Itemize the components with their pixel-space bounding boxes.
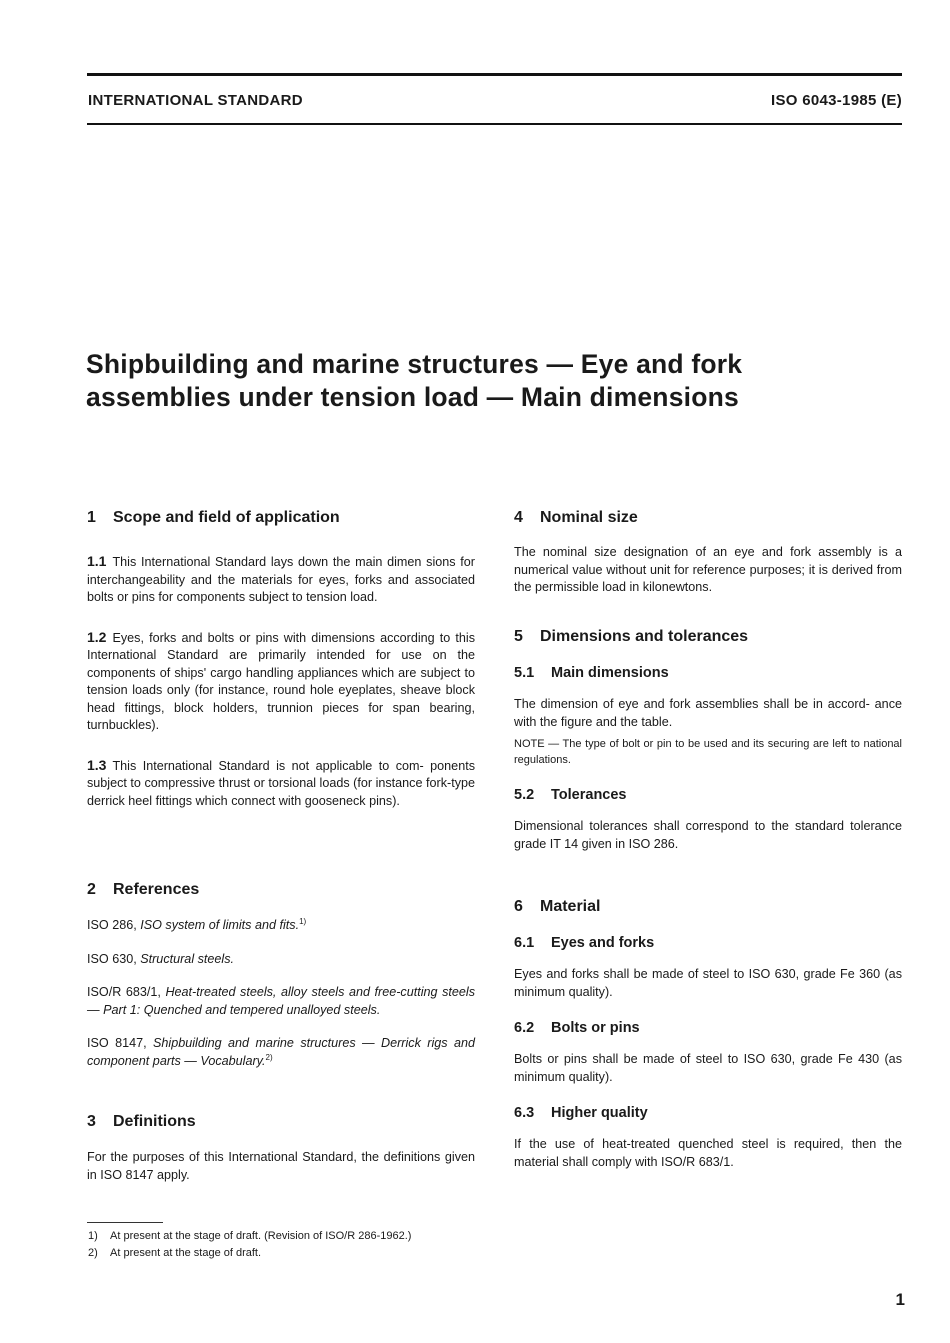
higher-quality-text: If the use of heat-treated quenched steel is required, then the material shall comply with ISO/R 683/1. [514, 1137, 902, 1169]
subsection-heading: 6.3 Higher quality [514, 1105, 648, 1121]
section-definitions [87, 1112, 475, 1184]
tolerances-text: Dimensional tolerances shall correspond to the standard tolerance grade IT 14 given in ISO 286. [514, 819, 902, 851]
reference-iso-630: ISO 630, Structural steels. [87, 951, 235, 966]
main-dimensions-text: The dimension of eye and fork assemblies shall be in accord- ance with the figure and the table. [514, 697, 902, 729]
reference-iso-8147: ISO 8147, Shipbuilding and marine structures — Derrick rigs and component parts — Vocabulary.$^{2)}$ [87, 1036, 475, 1068]
nominal-size-text: The nominal size designation of an eye and fork assembly is a numerical value without unit for reference purposes; it is derived from the permissible load in kilonewtons. [514, 545, 902, 594]
bolts-pins-text: Bolts or pins shall be made of steel to ISO 630, grade Fe 430 (as minimum quality). [514, 1052, 902, 1084]
page-number: 1 [895, 1290, 905, 1309]
section-heading: 6 Material [514, 898, 601, 915]
subsection-heading: 5.1 Main dimensions [514, 665, 669, 681]
section-references [87, 880, 475, 1070]
subsection-heading: 6.1 Eyes and forks [514, 935, 655, 951]
header-document-number: ISO 6043-1985 (E) [770, 92, 902, 109]
title-line-1: Shipbuilding and marine structures — Eye and fork [86, 349, 743, 379]
footnote-rule [87, 1222, 163, 1223]
section-nominal-size [514, 508, 902, 597]
section-heading: 5 Dimensions and tolerances [514, 628, 749, 645]
clause-1-1: 1.1 This International Standard lays down the main dimen sions for interchangeability and the materials for eyes, forks and associated bolts or pins for components subject to tension load. [87, 553, 475, 604]
clause-1-3: 1.3 This International Standard is not applicable to com- ponents subject to compressive thrust or torsional loads (for instance fork-type derrick heel fittings which connect with gooseneck pins). [87, 756, 475, 808]
footnote-2: 2) At present at the stage of draft. [88, 1247, 262, 1259]
section-heading: 2 References [87, 881, 200, 898]
section-scope [87, 508, 475, 810]
section-dimensions-tolerances [514, 627, 902, 853]
subsection-heading: 6.2 Bolts or pins [514, 1020, 640, 1036]
reference-iso-r-683-1: ISO/R 683/1, Heat-treated steels, alloy steels and free-cutting steels — Part 1: Quenched and tempered unalloyed steels. [87, 985, 475, 1017]
header-top-rule [87, 73, 902, 76]
title-line-2: assemblies under tension load — Main dimensions [86, 382, 739, 412]
definitions-text: For the purposes of this International Standard, the definitions given in ISO 8147 apply. [87, 1150, 475, 1182]
header-bottom-rule [87, 123, 902, 125]
section-material [514, 897, 902, 1171]
document-title [86, 348, 846, 414]
section-heading: 3 Definitions [87, 1113, 196, 1130]
eyes-forks-text: Eyes and forks shall be made of steel to ISO 630, grade Fe 360 (as minimum quality). [514, 967, 902, 999]
header-standard-label: INTERNATIONAL STANDARD [88, 92, 303, 109]
clause-1-2: 1.2 Eyes, forks and bolts or pins with dimensions according to this International Standard are primarily intended for use on the components of ships' cargo handling appliances which are subject to tension loads only (for instance, round hole eyeplates, sheave block head fittings, block holders, trunnion pieces for span bearing, turnbuckles). [87, 628, 475, 732]
reference-iso-286: ISO 286, ISO system of limits and fits.$^{1)}$ [87, 916, 307, 932]
subsection-heading: 5.2 Tolerances [514, 787, 627, 803]
main-dimensions-note: NOTE — The type of bolt or pin to be used and its securing are left to national regulations. [514, 738, 902, 766]
section-heading: 1 Scope and field of application [87, 509, 340, 526]
section-heading: 4 Nominal size [514, 509, 638, 526]
footnote-1: 1) At present at the stage of draft. (Revision of ISO/R 286-1962.) [88, 1230, 412, 1242]
